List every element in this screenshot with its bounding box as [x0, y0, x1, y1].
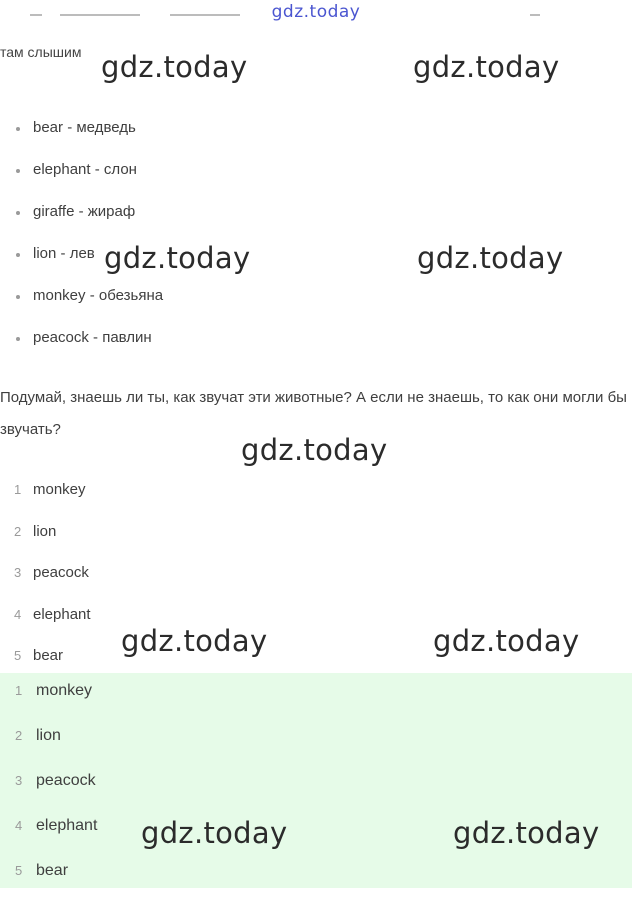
- bullet-icon: [16, 127, 20, 131]
- cropped-text-fragment: [170, 14, 240, 16]
- english-word: elephant: [33, 161, 91, 178]
- watermark: gdz.today: [241, 433, 388, 467]
- animal-vocabulary-list: [0, 114, 163, 366]
- watermark: gdz.today: [453, 816, 600, 850]
- watermark: gdz.today: [433, 624, 580, 658]
- item-text: elephant: [36, 817, 98, 834]
- watermark: gdz.today: [104, 241, 251, 275]
- item-number: 2: [14, 523, 22, 539]
- item-number: 1: [15, 683, 23, 698]
- bullet-icon: [16, 295, 20, 299]
- cropped-text-fragment: [530, 14, 540, 16]
- bullet-icon: [16, 211, 20, 215]
- item-text: peacock: [33, 564, 89, 582]
- list-item: [0, 198, 163, 240]
- item-text: bear: [33, 647, 64, 665]
- watermark: gdz.today: [121, 624, 268, 658]
- item-number: 2: [15, 728, 23, 743]
- english-word: giraffe: [33, 203, 75, 220]
- watermark: gdz.today: [101, 50, 248, 84]
- watermark: gdz.today: [417, 241, 564, 275]
- bullet-icon: [16, 337, 20, 341]
- cropped-text-fragment: [60, 14, 140, 16]
- item-text: lion: [36, 727, 61, 744]
- list-item: [0, 518, 91, 560]
- list-item: [0, 677, 632, 722]
- intro-text-tail: там слышим: [0, 44, 82, 60]
- list-item: [0, 114, 163, 156]
- item-number: 3: [15, 773, 23, 788]
- item-number: 5: [14, 648, 22, 664]
- list-item: [0, 282, 163, 324]
- cropped-text-fragment: [30, 14, 42, 16]
- list-item: [0, 476, 91, 518]
- item-text: monkey: [33, 481, 86, 498]
- item-text: lion: [33, 522, 57, 540]
- english-word: bear: [33, 119, 64, 136]
- list-item: [0, 601, 91, 643]
- russian-translation: - лев: [56, 245, 95, 262]
- english-word: lion: [33, 245, 57, 262]
- russian-translation: - обезьяна: [85, 287, 164, 304]
- item-number: 3: [14, 565, 22, 581]
- item-text: elephant: [33, 605, 91, 623]
- site-logo[interactable]: gdz.today: [271, 2, 361, 22]
- item-number: 5: [15, 863, 23, 878]
- russian-translation: - слон: [90, 161, 137, 178]
- task-ordered-list: [0, 476, 91, 684]
- english-word: peacock: [33, 329, 89, 346]
- list-item: [0, 857, 632, 902]
- item-number: 4: [15, 818, 23, 833]
- bullet-icon: [16, 253, 20, 257]
- list-item: [0, 324, 163, 366]
- russian-translation: - павлин: [88, 329, 152, 346]
- bullet-icon: [16, 169, 20, 173]
- item-number: 4: [14, 606, 22, 622]
- question-text: Подумай, знаешь ли ты, как звучат эти животные? А если не знаешь, то как они могли бы звучать?: [0, 389, 627, 438]
- english-word: monkey: [33, 287, 86, 304]
- item-text: monkey: [36, 682, 93, 699]
- answer-box: [0, 673, 632, 888]
- russian-translation: - медведь: [63, 119, 136, 136]
- list-item: [0, 156, 163, 198]
- item-text: peacock: [36, 772, 96, 789]
- russian-translation: - жираф: [74, 203, 136, 220]
- list-item: [0, 767, 632, 812]
- item-text: bear: [36, 862, 69, 879]
- answer-ordered-list: [0, 673, 632, 902]
- list-item: [0, 722, 632, 767]
- item-number: 1: [14, 482, 22, 497]
- watermark: gdz.today: [413, 50, 560, 84]
- watermark: gdz.today: [141, 816, 288, 850]
- list-item: [0, 559, 91, 601]
